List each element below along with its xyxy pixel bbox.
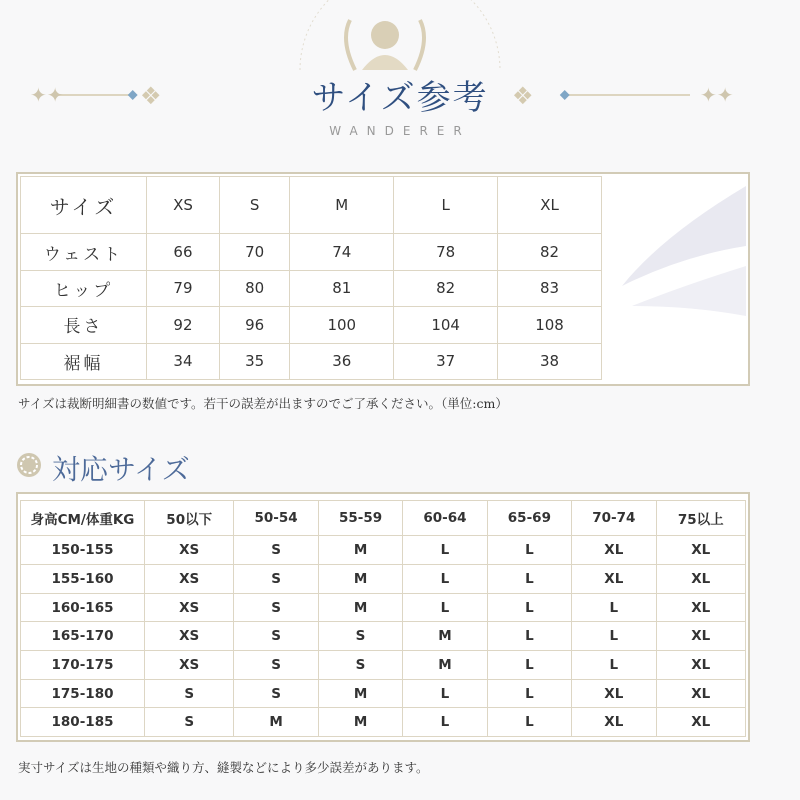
- table-row: [21, 679, 746, 708]
- row-label: 155-160: [21, 565, 145, 594]
- row-label: 160-165: [21, 593, 145, 622]
- table-cell: 36: [290, 343, 394, 379]
- table-cell: 78: [394, 234, 498, 270]
- header-cell: XL: [498, 177, 602, 234]
- table-cell: 79: [147, 270, 220, 306]
- table-cell: XL: [656, 536, 745, 565]
- table-cell: M: [318, 708, 402, 737]
- svg-text:❖: ❖: [140, 82, 162, 110]
- table-cell: XL: [572, 679, 656, 708]
- table-cell: S: [318, 651, 402, 680]
- header-cell: 50以下: [145, 501, 234, 536]
- table-cell: S: [145, 679, 234, 708]
- table-cell: M: [403, 622, 487, 651]
- table-cell: L: [572, 622, 656, 651]
- table-cell: XS: [145, 593, 234, 622]
- header-cell: 60-64: [403, 501, 487, 536]
- table-row: [21, 708, 746, 737]
- header-cell: 75以上: [656, 501, 745, 536]
- table-cell: XL: [656, 593, 745, 622]
- table-cell: S: [318, 622, 402, 651]
- table-cell: XL: [656, 565, 745, 594]
- size-table: [20, 176, 602, 380]
- row-label: 裾幅: [21, 343, 147, 379]
- header-cell: S: [219, 177, 289, 234]
- table-cell: M: [318, 679, 402, 708]
- fit-note: 実寸サイズは生地の種類や織り方、縫製などにより多少誤差があります。: [18, 760, 429, 775]
- row-label: ウェスト: [21, 234, 147, 270]
- header-cell: 50-54: [234, 501, 318, 536]
- table-cell: L: [487, 593, 571, 622]
- table-cell: L: [572, 651, 656, 680]
- table-cell: L: [487, 536, 571, 565]
- table-row: [21, 593, 746, 622]
- table-cell: 38: [498, 343, 602, 379]
- table-cell: S: [234, 679, 318, 708]
- table-row: [21, 270, 602, 306]
- flower-icon: [16, 452, 42, 478]
- header-cell: M: [290, 177, 394, 234]
- table-cell: XL: [572, 565, 656, 594]
- table-cell: M: [318, 565, 402, 594]
- table-cell: 74: [290, 234, 394, 270]
- table-cell: 108: [498, 307, 602, 343]
- table-cell: 100: [290, 307, 394, 343]
- table-cell: 92: [147, 307, 220, 343]
- table-cell: XS: [145, 622, 234, 651]
- header-cell: 55-59: [318, 501, 402, 536]
- table-header-row: [21, 501, 746, 536]
- table-cell: 81: [290, 270, 394, 306]
- table-cell: L: [487, 651, 571, 680]
- table-cell: XL: [656, 622, 745, 651]
- table-cell: 82: [394, 270, 498, 306]
- table-row: [21, 565, 746, 594]
- table-row: [21, 536, 746, 565]
- table-cell: XL: [656, 679, 745, 708]
- table-cell: L: [403, 565, 487, 594]
- table-cell: 35: [219, 343, 289, 379]
- table-cell: 70: [219, 234, 289, 270]
- row-label: ヒップ: [21, 270, 147, 306]
- row-label: 165-170: [21, 622, 145, 651]
- table-cell: 80: [219, 270, 289, 306]
- table-row: [21, 622, 746, 651]
- table-cell: L: [487, 565, 571, 594]
- size-note: サイズは裁断明細書の数値です。若干の誤差が出ますのでご了承ください。（単位:cm）: [18, 396, 508, 411]
- table-cell: S: [234, 622, 318, 651]
- svg-text:✦✦: ✦✦: [30, 83, 64, 107]
- table-cell: L: [572, 593, 656, 622]
- table-cell: L: [403, 536, 487, 565]
- table-cell: L: [487, 679, 571, 708]
- page-subtitle: WANDERER: [329, 124, 471, 138]
- table-cell: M: [234, 708, 318, 737]
- header-cell: 70-74: [572, 501, 656, 536]
- table-row: [21, 343, 602, 379]
- table-cell: S: [234, 565, 318, 594]
- table-cell: L: [403, 708, 487, 737]
- header-cell: サイズ: [21, 177, 147, 234]
- table-cell: 82: [498, 234, 602, 270]
- table-cell: 83: [498, 270, 602, 306]
- table-cell: XL: [656, 651, 745, 680]
- row-label: 180-185: [21, 708, 145, 737]
- table-cell: S: [234, 536, 318, 565]
- row-label: 長さ: [21, 307, 147, 343]
- svg-text:❖: ❖: [512, 82, 534, 110]
- row-label: 150-155: [21, 536, 145, 565]
- table-cell: S: [234, 593, 318, 622]
- table-cell: XL: [572, 536, 656, 565]
- table-cell: L: [487, 622, 571, 651]
- table-cell: XL: [656, 708, 745, 737]
- feather-decoration: [602, 176, 746, 380]
- table-cell: S: [145, 708, 234, 737]
- table-cell: L: [403, 593, 487, 622]
- fit-table: [20, 500, 746, 737]
- table-cell: 37: [394, 343, 498, 379]
- table-cell: M: [318, 536, 402, 565]
- section-title: 対応サイズ: [52, 453, 190, 486]
- table-row: [21, 307, 602, 343]
- table-cell: XL: [572, 708, 656, 737]
- table-cell: 104: [394, 307, 498, 343]
- header-cell: XS: [147, 177, 220, 234]
- table-row: [21, 234, 602, 270]
- table-row: [21, 651, 746, 680]
- table-cell: XS: [145, 536, 234, 565]
- table-cell: L: [487, 708, 571, 737]
- header-cell: 65-69: [487, 501, 571, 536]
- header-cell: L: [394, 177, 498, 234]
- table-cell: L: [403, 679, 487, 708]
- table-cell: XS: [145, 565, 234, 594]
- table-cell: 66: [147, 234, 220, 270]
- table-cell: 96: [219, 307, 289, 343]
- table-cell: M: [403, 651, 487, 680]
- row-label: 175-180: [21, 679, 145, 708]
- table-cell: 34: [147, 343, 220, 379]
- table-cell: XS: [145, 651, 234, 680]
- row-label: 170-175: [21, 651, 145, 680]
- table-cell: M: [318, 593, 402, 622]
- svg-text:✦✦: ✦✦: [700, 83, 734, 107]
- page-title: サイズ参考: [311, 78, 489, 118]
- table-header-row: [21, 177, 602, 234]
- table-cell: S: [234, 651, 318, 680]
- header-cell: 身高CM/体重KG: [21, 501, 145, 536]
